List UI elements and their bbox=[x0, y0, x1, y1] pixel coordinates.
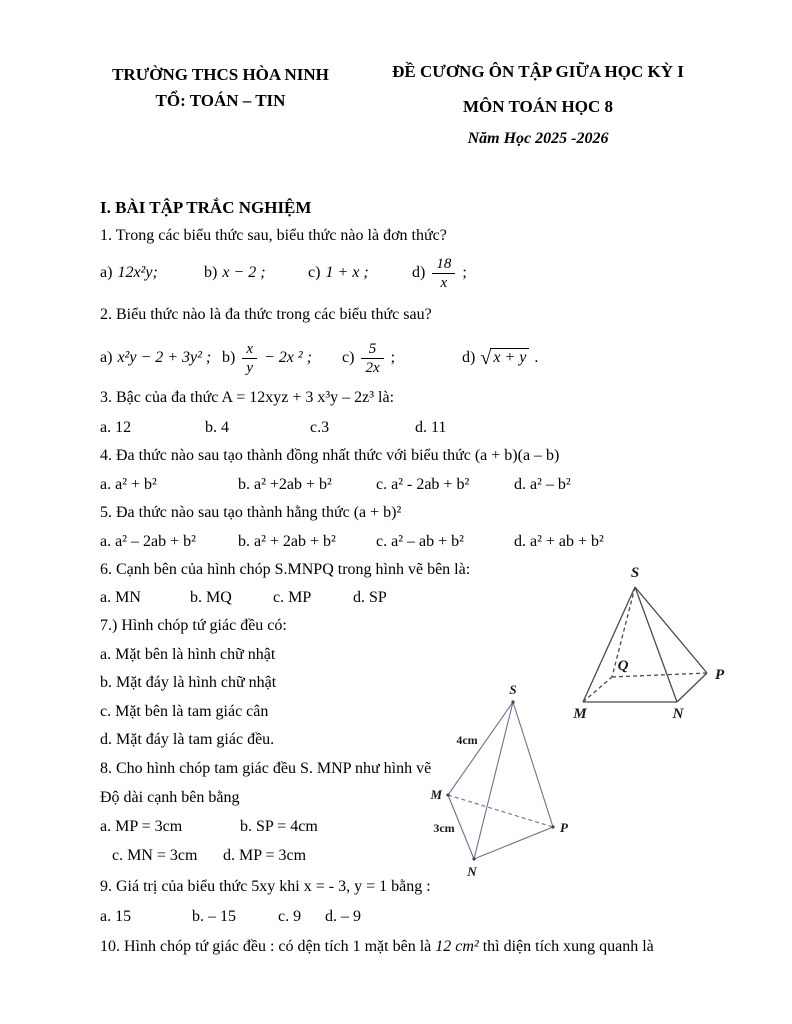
q5-option-b: b. a² + 2ab + b² bbox=[238, 533, 336, 550]
fig1-label-P: P bbox=[715, 667, 725, 683]
q6-option-d: d. SP bbox=[353, 589, 387, 606]
q4-option-a: a. a² + b² bbox=[100, 476, 157, 493]
question-10-text: 10. Hình chóp tứ giác đều : có dện tích 1 mặt bên là 12 cm² thì diện tích xung quanh là bbox=[100, 938, 654, 955]
q7-option-c: c. Mặt bên là tam giác cân bbox=[100, 703, 269, 720]
question-7-text: 7.) Hình chóp tứ giác đều có: bbox=[100, 617, 287, 634]
q7-option-a: a. Mặt bên là hình chữ nhật bbox=[100, 646, 276, 663]
question-1-text: 1. Trong các biểu thức sau, biểu thức nào là đơn thức? bbox=[100, 227, 447, 244]
question-6-options bbox=[100, 589, 387, 607]
question-3-options bbox=[100, 419, 446, 437]
fig2-label-M: M bbox=[430, 787, 442, 802]
q5-option-a: a. a² – 2ab + b² bbox=[100, 533, 196, 550]
q2-option-b: b) $\frac{x}{y}$ − 2x ² ; bbox=[222, 340, 313, 376]
q10-math: 12 cm² bbox=[435, 938, 479, 955]
q3-option-c: c.3 bbox=[310, 419, 330, 436]
q5-option-d: d. a² + ab + b² bbox=[514, 533, 604, 550]
fraction: $\frac{x}{y}$ bbox=[242, 340, 257, 377]
question-9-options bbox=[100, 908, 361, 926]
question-9-text: 9. Giá trị của biểu thức 5xy khi x = - 3, y = 1 bằng : bbox=[100, 878, 431, 895]
fig1-label-M: M bbox=[573, 706, 587, 722]
q8-option-a: a. MP = 3cm bbox=[100, 818, 183, 835]
q9-option-a: a. 15 bbox=[100, 908, 132, 925]
q1-option-b: b) x − 2 ; bbox=[204, 264, 266, 281]
q4-option-c: c. a² - 2ab + b² bbox=[376, 476, 470, 493]
q2-option-c: c) $\frac{5}{2x}$ ; bbox=[342, 340, 396, 376]
q2-option-d: d) √ x + y . bbox=[462, 346, 539, 369]
fig1-label-N: N bbox=[672, 706, 684, 722]
q7-option-d: d. Mặt đáy là tam giác đều. bbox=[100, 731, 275, 748]
question-6-text: 6. Cạnh bên của hình chóp S.MNPQ trong hình vẽ bên là: bbox=[100, 561, 471, 578]
school-name: TRƯỜNG THCS HÒA NINH bbox=[112, 65, 329, 84]
question-8-text-line1: 8. Cho hình chóp tam giác đều S. MNP như hình vẽ bbox=[100, 760, 432, 777]
fig1-label-S: S bbox=[630, 565, 640, 581]
department-name: TỔ: TOÁN – TIN bbox=[155, 90, 286, 110]
q6-option-a: a. MN bbox=[100, 589, 141, 606]
q6-option-c: c. MP bbox=[273, 589, 312, 606]
q3-option-b: b. 4 bbox=[205, 419, 229, 436]
q1-option-a: a) 12x²y; bbox=[100, 264, 158, 281]
section-title: I. BÀI TẬP TRẮC NGHIỆM bbox=[100, 198, 312, 217]
q8-option-b: b. SP = 4cm bbox=[240, 818, 318, 835]
q8-option-c: c. MN = 3cm bbox=[112, 847, 198, 864]
header-left-block bbox=[103, 62, 338, 113]
q1-option-c: c) 1 + x ; bbox=[308, 264, 369, 281]
square-root: √ x + y bbox=[480, 348, 529, 369]
fig2-label-S: S bbox=[509, 682, 517, 697]
question-8-options-row1 bbox=[100, 818, 318, 836]
q8-option-d: d. MP = 3cm bbox=[223, 847, 307, 864]
question-4-options bbox=[100, 476, 571, 494]
q1-option-d: d) $\frac{18}{x}$ ; bbox=[412, 255, 467, 291]
question-2-options bbox=[100, 333, 538, 383]
square-pyramid-figure bbox=[568, 560, 740, 725]
doc-subject: MÔN TOÁN HỌC 8 bbox=[462, 97, 614, 116]
question-4-text: 4. Đa thức nào sau tạo thành đồng nhất thức với biểu thức (a + b)(a – b) bbox=[100, 447, 560, 464]
q3-option-a: a. 12 bbox=[100, 419, 132, 436]
school-year: Năm Học 2025 -2026 bbox=[467, 130, 609, 147]
fig2-edge-label-3cm: 3cm bbox=[433, 821, 455, 835]
q9-option-c: c. 9 bbox=[278, 908, 302, 925]
question-8-text-line2: Độ dài cạnh bên bằng bbox=[100, 789, 240, 806]
radical-sign: √ bbox=[480, 346, 492, 369]
fig2-edge-label-4cm: 4cm bbox=[456, 733, 478, 747]
q6-option-b: b. MQ bbox=[190, 589, 232, 606]
q3-option-d: d. 11 bbox=[415, 419, 447, 436]
question-5-options bbox=[100, 533, 604, 551]
fraction: $\frac{5}{2x}$ bbox=[361, 340, 383, 377]
q7-option-b: b. Mặt đáy là hình chữ nhật bbox=[100, 674, 277, 691]
question-3-text: 3. Bậc của đa thức A = 12xyz + 3 x³y – 2z³ là: bbox=[100, 389, 395, 406]
q4-option-d: d. a² – b² bbox=[514, 476, 571, 493]
question-1-options bbox=[100, 250, 467, 296]
fraction: $\frac{18}{x}$ bbox=[432, 255, 455, 292]
q5-option-c: c. a² – ab + b² bbox=[376, 533, 464, 550]
header-right-block bbox=[378, 62, 698, 148]
fig2-label-P: P bbox=[560, 820, 568, 835]
q9-option-b: b. – 15 bbox=[192, 908, 236, 925]
fig1-label-Q: Q bbox=[617, 658, 629, 674]
doc-title: ĐỀ CƯƠNG ÔN TẬP GIỮA HỌC KỲ I bbox=[392, 62, 684, 81]
question-5-text: 5. Đa thức nào sau tạo thành hằng thức (a + b)² bbox=[100, 504, 402, 521]
q9-option-d: d. – 9 bbox=[325, 908, 361, 925]
q2-option-a: a) x²y − 2 + 3y² ; bbox=[100, 349, 212, 366]
question-8-options-row2 bbox=[100, 847, 306, 865]
q4-option-b: b. a² +2ab + b² bbox=[238, 476, 332, 493]
question-2-text: 2. Biểu thức nào là đa thức trong các biểu thức sau? bbox=[100, 306, 432, 323]
triangular-pyramid-figure bbox=[420, 682, 580, 882]
fig2-label-N: N bbox=[467, 864, 477, 879]
